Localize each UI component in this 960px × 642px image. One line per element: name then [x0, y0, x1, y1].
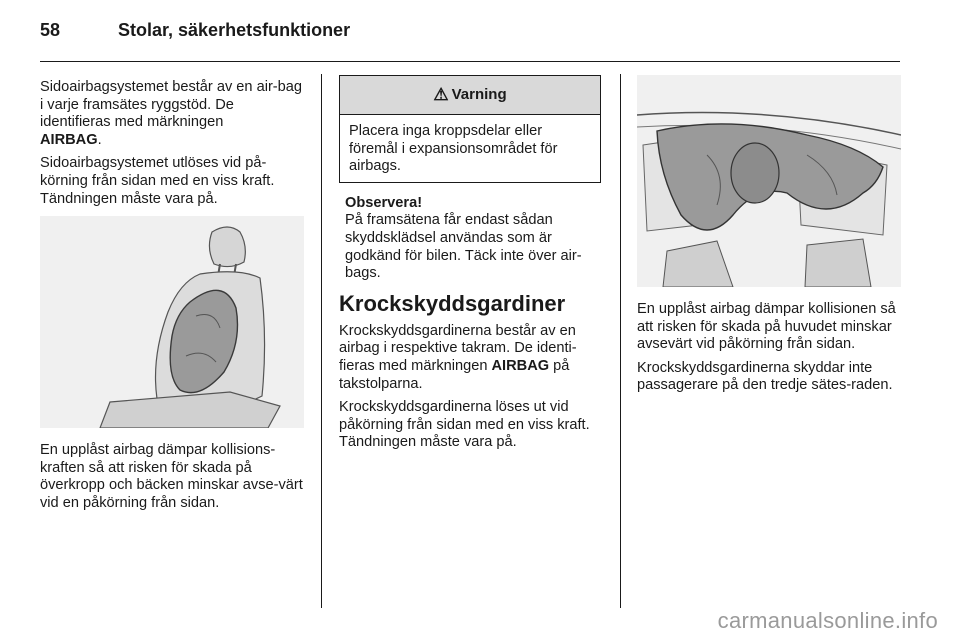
column-divider-1 [321, 74, 322, 608]
airbag-label: AIRBAG [491, 357, 550, 374]
warning-header [340, 76, 600, 115]
col1-paragraph-2: Sidoairbagsystemet utlöses vid på-körning från sidan med en viss kraft. Tändningen måste vara på. [40, 155, 275, 207]
note-block [339, 195, 601, 283]
column-3 [637, 75, 903, 401]
col3-paragraph-2: Krockskyddsgardinerna skyddar inte passagerare på den tredje sätes-raden. [637, 359, 893, 394]
warning-triangle-icon: ⚠ [433, 85, 449, 105]
page-title: Stolar, säkerhetsfunktioner [118, 20, 351, 40]
column-divider-2 [620, 74, 621, 608]
warning-box [339, 75, 601, 183]
curtain-airbag-drawing [637, 75, 901, 287]
col2-paragraph-2: Krockskyddsgardinerna löses ut vid påkörning från sidan med en viss kraft. Tändningen måste vara på. [339, 399, 590, 451]
page-header [40, 20, 900, 46]
warning-text: Placera inga kroppsdelar eller föremål i expansionsområdet för airbags. [349, 123, 558, 175]
column-1 [40, 79, 306, 519]
seat-airbag-illustration [40, 216, 304, 428]
note-title: Observera! [345, 194, 423, 211]
note-text: På framsätena får endast sådan skyddsklädsel användas som är godkänd för bilen. Täck inte över air-bags. [345, 212, 582, 282]
page-number: 58 [40, 20, 61, 40]
col3-paragraph-1: En upplåst airbag dämpar kollisionen så att risken för skada på huvudet minskar avsevärt vid påkörning från sidan. [637, 301, 896, 353]
col1-paragraph-1: Sidoairbagsystemet består av en air-bag i varje framsätes ryggstöd. De identifieras med märkningen AIRBAG. [40, 79, 303, 148]
airbag-label: AIRBAG [40, 131, 98, 148]
col1-caption: En upplåst airbag dämpar kollisions-kraften så att risken för skada på överkropp och bäcken minskar avse-värt vid en påkörning från sidan. [40, 442, 303, 511]
warning-title: Varning [451, 86, 507, 104]
col2-paragraph-1: Krockskyddsgardinerna består av en airbag i respektive takram. De identi-fieras med märkningen AIRBAG på takstolparna. [339, 322, 577, 392]
seat-airbag-drawing [40, 216, 304, 428]
header-rule [40, 61, 900, 62]
section-heading: Krockskyddsgardiner [339, 290, 566, 316]
watermark: carmanualsonline.info [717, 608, 938, 633]
column-2 [339, 75, 601, 458]
curtain-airbag-illustration [637, 75, 901, 287]
